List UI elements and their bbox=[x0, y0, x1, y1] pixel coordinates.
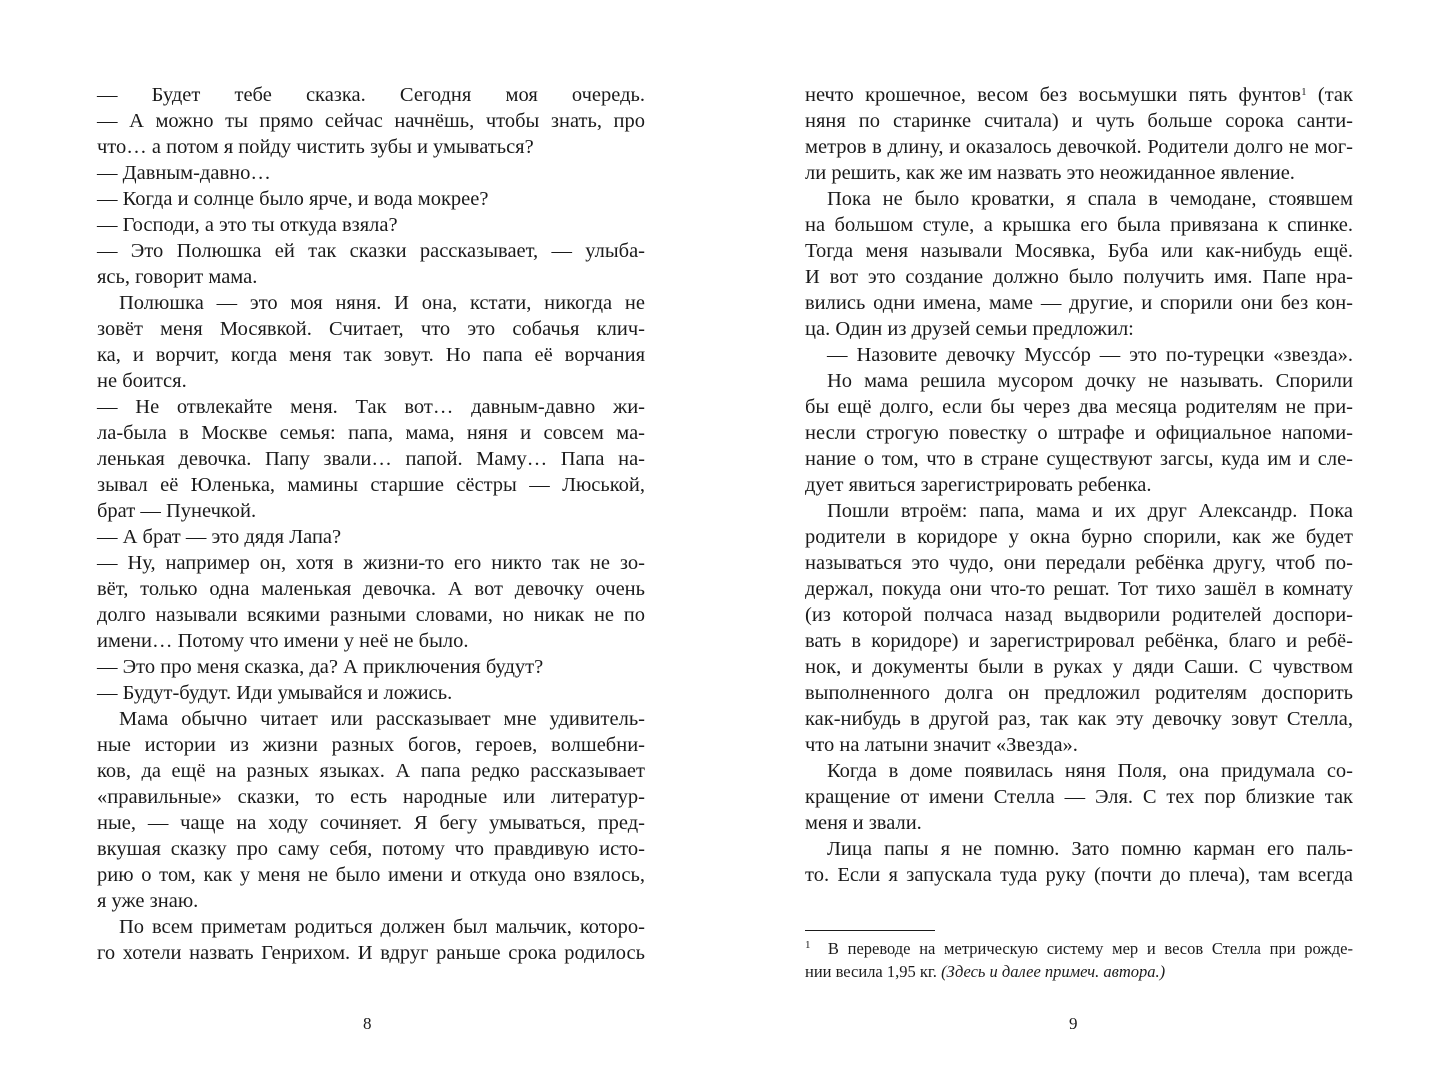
text-line: ясь, говорит мама. bbox=[97, 266, 258, 288]
footnote-marker: 1 bbox=[805, 939, 811, 951]
text-line: имени… Потому что имени у неё не было. bbox=[97, 630, 469, 652]
text-line: — Когда и солнце было ярче, и вода мокрее? bbox=[97, 188, 489, 210]
text-line: — А можно ты прямо сейчас начнёшь, чтобы знать, про bbox=[97, 110, 645, 132]
text-line: — Господи, а это ты откуда взяла? bbox=[97, 214, 398, 236]
text-line: ла-была в Москве семья: папа, мама, няня и совсем ма- bbox=[97, 422, 645, 444]
text-line: ные, — чаще на ходу сочиняет. Я бегу умываться, пред- bbox=[97, 812, 645, 834]
text-line: держал, покуда они что-то решат. Тот тихо зашёл в комнату bbox=[805, 578, 1353, 600]
text-line: метров в длину, и оказалось девочкой. Родители долго не мог- bbox=[805, 136, 1353, 158]
text-line: несли строгую повестку о штрафе и официальное напоми- bbox=[805, 422, 1353, 444]
text-line: как-нибудь в другой раз, так как эту девочку зовут Стелла, bbox=[805, 708, 1353, 730]
text-line: Лица папы я не помню. Зато помню карман его паль- bbox=[827, 838, 1353, 860]
text-line: — Давным-давно… bbox=[97, 162, 271, 184]
text-line: — А брат — это дядя Лапа? bbox=[97, 526, 342, 548]
footnote-reference: 1 bbox=[1301, 86, 1307, 98]
text-line: Тогда меня называли Мосявка, Буба или как-нибудь ещё. bbox=[805, 240, 1353, 262]
footnote-line bbox=[805, 960, 1353, 983]
text-line: что… а потом я пойду чистить зубы и умываться? bbox=[97, 136, 534, 158]
text-line: вать в коридоре) и зарегистрировал ребёнка, благо и ребё- bbox=[805, 630, 1353, 652]
text-line: ков, да ещё на разных языках. А папа редко рассказывает bbox=[97, 760, 645, 782]
footnote-text: В переводе на метрическую систему мер и весов Стелла при рожде- bbox=[827, 939, 1353, 958]
footnote-text: нии весила 1,95 кг. bbox=[805, 962, 942, 981]
text-line: то. Если я запускала туда руку (почти до плеча), там всегда bbox=[805, 864, 1353, 886]
page-number: 9 bbox=[1069, 1014, 1078, 1033]
text-line: «правильные» сказки, то есть народные или литератур- bbox=[97, 786, 645, 808]
text-line: родители в коридоре у окна бурно спорили, как же будет bbox=[805, 526, 1353, 548]
text-line: — Будут-будут. Иди умывайся и ложись. bbox=[97, 682, 453, 704]
text-line: Но мама решила мусором дочку не называть. Спорили bbox=[827, 370, 1353, 392]
text-line: нание о том, что в стране существуют загсы, куда им и сле- bbox=[805, 448, 1353, 470]
text-line: Мама обычно читает или рассказывает мне удивитель- bbox=[119, 708, 645, 730]
left-page bbox=[97, 82, 645, 966]
text-line: ленькая девочка. Папу звали… папой. Маму… Папа на- bbox=[97, 448, 645, 470]
text-line: нок, и документы были в руках у дяди Саши. С чувством bbox=[805, 656, 1353, 678]
right-page bbox=[805, 82, 1353, 888]
footnote bbox=[805, 937, 1353, 983]
text-line: вкушая сказку про саму себя, потому что правдивую исто- bbox=[97, 838, 645, 860]
text-line: называться это чудо, они передали ребёнка другу, чтоб по- bbox=[805, 552, 1353, 574]
text-fragment: (так bbox=[1306, 84, 1353, 106]
footnote-author-note: (Здесь и далее примеч. автора.) bbox=[941, 962, 1166, 981]
footnote-divider bbox=[805, 930, 935, 931]
text-line: Пока не было кроватки, я спала в чемодане, стоявшем bbox=[827, 188, 1353, 210]
text-fragment: нечто крошечное, весом без восьмушки пять фунтов bbox=[805, 84, 1302, 106]
text-line: — Это Полюшка ей так сказки рассказывает, — улыба- bbox=[97, 240, 645, 262]
text-line: долго называли всякими разными словами, но никак не по bbox=[97, 604, 645, 626]
text-line: ли решить, как же им назвать это неожиданное явление. bbox=[805, 162, 1295, 184]
text-line: вёт, только одна маленькая девочка. А вот девочку очень bbox=[97, 578, 645, 600]
text-line: вились одни имена, маме — другие, и спорили они без кон- bbox=[805, 292, 1353, 314]
text-line: зывал её Юленька, мамины старшие сёстры — Люськой, bbox=[97, 474, 645, 496]
text-line: го хотели назвать Генрихом. И вдруг раньше срока родилось bbox=[97, 942, 645, 964]
text-line: я уже знаю. bbox=[97, 890, 199, 912]
text-line: дует явиться зарегистрировать ребенка. bbox=[805, 474, 1152, 496]
text-line: ца. Один из друзей семьи предложил: bbox=[805, 318, 1134, 340]
text-line: зовёт меня Мосявкой. Считает, что это собачья клич- bbox=[97, 318, 645, 340]
text-line: няня по старинке считала) и чуть больше сорока санти- bbox=[805, 110, 1353, 132]
page-number: 8 bbox=[363, 1014, 372, 1033]
text-line: меня и звали. bbox=[805, 812, 922, 834]
text-line: ка, и ворчит, когда меня так зовут. Но папа её ворчания bbox=[97, 344, 645, 366]
text-line: на большом стуле, а крышка его была привязана к спинке. bbox=[805, 214, 1353, 236]
footnote-line bbox=[805, 937, 1353, 960]
text-line: не боится. bbox=[97, 370, 187, 392]
text-line: выполненного долга он предложил родителям доспорить bbox=[805, 682, 1353, 704]
text-line: брат — Пунечкой. bbox=[97, 500, 257, 522]
text-line: Пошли втроём: папа, мама и их друг Александр. Пока bbox=[827, 500, 1353, 522]
text-line bbox=[805, 82, 1353, 108]
text-line: (из которой полчаса назад выдворили родителей доспори- bbox=[805, 604, 1353, 626]
text-line: — Ну, например он, хотя в жизни-то его никто так не зо- bbox=[97, 552, 645, 574]
text-line: рию о том, как у меня не было имени и откуда оно взялось, bbox=[97, 864, 645, 886]
text-line: И вот это создание должно было получить имя. Папе нра- bbox=[805, 266, 1353, 288]
text-line: кращение от имени Стелла — Эля. С тех пор близкие так bbox=[805, 786, 1353, 808]
text-line: — Будет тебе сказка. Сегодня моя очередь. bbox=[97, 84, 645, 106]
text-line: — Назовите девочку Муссóр — это по-турецки «звезда». bbox=[827, 344, 1353, 366]
text-line: бы ещё долго, если бы через два месяца родителям не при- bbox=[805, 396, 1353, 418]
text-line: По всем приметам родиться должен был мальчик, которо- bbox=[119, 916, 645, 938]
text-line: Полюшка — это моя няня. И она, кстати, никогда не bbox=[119, 292, 645, 314]
text-line: что на латыни значит «Звезда». bbox=[805, 734, 1078, 756]
text-line: Когда в доме появилась няня Поля, она придумала со- bbox=[827, 760, 1353, 782]
text-line: — Это про меня сказка, да? А приключения будут? bbox=[97, 656, 544, 678]
text-line: — Не отвлекайте меня. Так вот… давным-давно жи- bbox=[97, 396, 645, 418]
text-line: ные истории из жизни разных богов, героев, волшебни- bbox=[97, 734, 645, 756]
